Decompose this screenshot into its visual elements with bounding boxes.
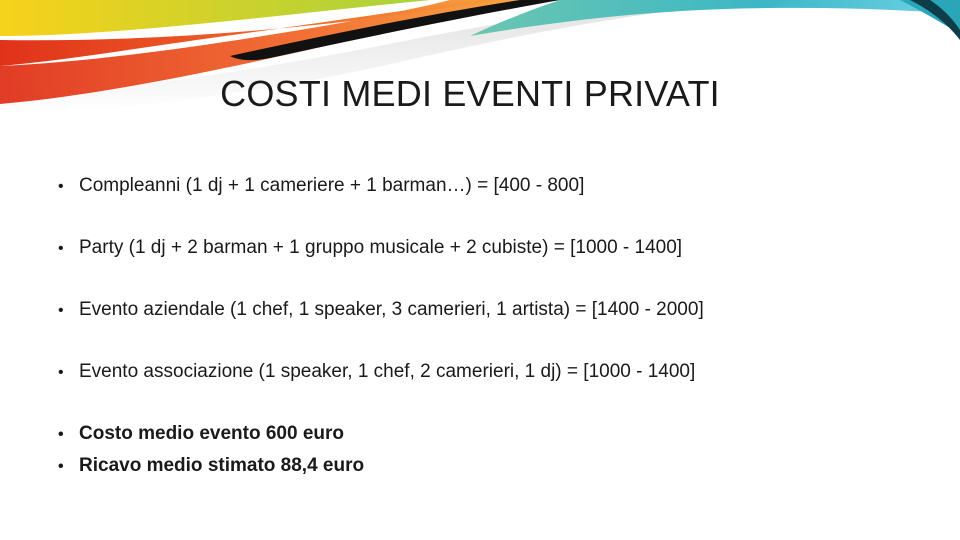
bullet-text: Ricavo medio stimato 88,4 euro [79, 455, 365, 476]
list-item-average-revenue [58, 452, 364, 481]
bullet-text: Evento associazione (1 speaker, 1 chef, 2 camerieri, 1 dj) = [1000 - 1400] [79, 361, 696, 382]
bullet-marker: • [58, 240, 64, 257]
list-item-average-cost [58, 420, 344, 449]
slide-title: COSTI MEDI EVENTI PRIVATI [220, 73, 720, 114]
bullet-text: Evento aziendale (1 chef, 1 speaker, 3 camerieri, 1 artista) = [1400 - 2000] [79, 299, 704, 320]
bullet-marker: • [58, 364, 64, 381]
bullet-marker: • [58, 458, 64, 475]
bullet-text: Party (1 dj + 2 barman + 1 gruppo musicale + 2 cubiste) = [1000 - 1400] [79, 237, 683, 258]
bullet-text: Compleanni (1 dj + 1 cameriere + 1 barman…) = [400 - 800] [79, 175, 585, 196]
list-item [58, 358, 695, 387]
list-item [58, 296, 704, 325]
bullet-marker: • [58, 426, 64, 443]
bullet-marker: • [58, 178, 64, 195]
list-item [58, 234, 682, 263]
list-item [58, 172, 584, 201]
bullet-marker: • [58, 302, 64, 319]
bullet-text: Costo medio evento 600 euro [79, 423, 345, 444]
